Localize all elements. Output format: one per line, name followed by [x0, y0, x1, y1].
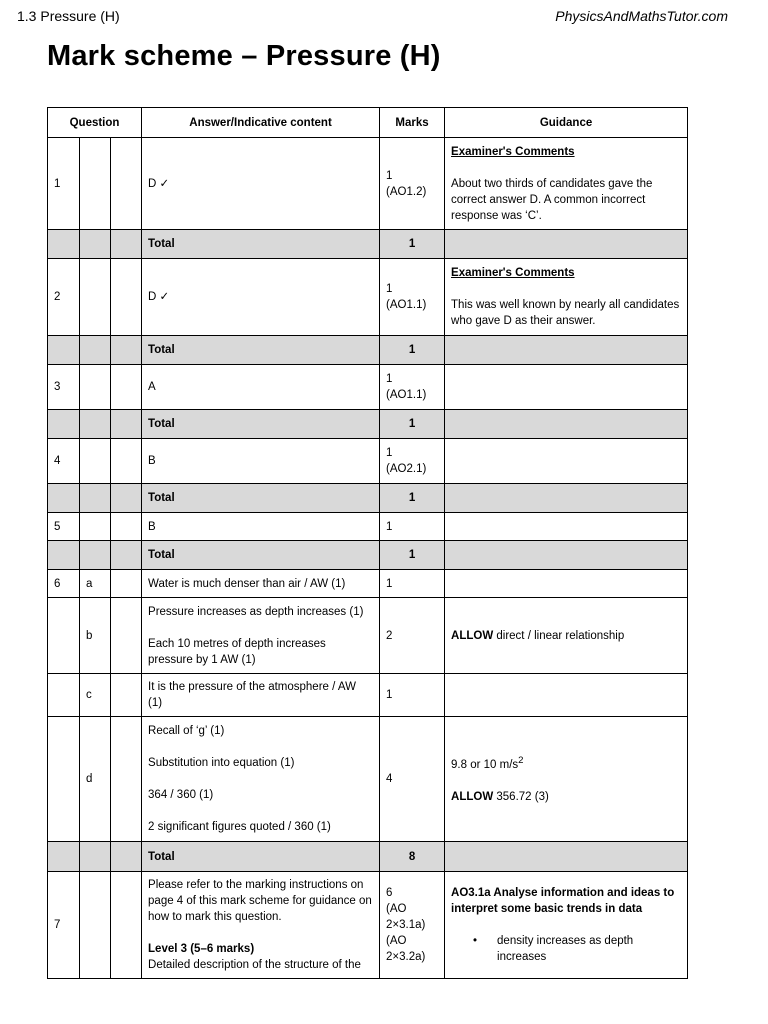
header-answer: Answer/Indicative content	[142, 108, 380, 138]
marks-cell: 6 (AO 2×3.1a) (AO 2×3.2a)	[380, 872, 445, 979]
answer-cell: D ✓	[142, 259, 380, 336]
guidance-cell	[445, 674, 688, 717]
marks-cell: 1	[380, 513, 445, 541]
answer-cell: A	[142, 365, 380, 410]
marks-cell: 1 (AO1.2)	[380, 138, 445, 230]
header-question: Question	[48, 108, 142, 138]
examiner-comments-text: This was well known by nearly all candidates who gave D as their answer.	[451, 299, 680, 327]
examiner-comments-heading: Examiner's Comments	[451, 267, 575, 279]
total-marks: 1	[380, 230, 445, 259]
total-row	[48, 842, 688, 872]
mark-scheme-table	[47, 107, 688, 979]
total-marks: 1	[380, 541, 445, 570]
question-part: b	[80, 598, 111, 674]
total-row	[48, 410, 688, 439]
page-header-topic: 1.3 Pressure (H)	[17, 8, 120, 24]
table-row	[48, 259, 688, 336]
total-label: Total	[142, 541, 380, 570]
question-number: 4	[48, 439, 80, 484]
marks-cell: 1 (AO1.1)	[380, 365, 445, 410]
total-row	[48, 336, 688, 365]
marks-cell: 2	[380, 598, 445, 674]
question-number: 6	[48, 570, 80, 598]
guidance-cell	[445, 513, 688, 541]
table-row	[48, 674, 688, 717]
table-row	[48, 717, 688, 842]
total-label: Total	[142, 410, 380, 439]
examiner-comments-text: About two thirds of candidates gave the correct answer D. A common incorrect response was ‘C’.	[451, 177, 653, 222]
bullet-item: • density increases as depth increases	[473, 935, 634, 963]
table-header-row	[48, 108, 688, 138]
marks-cell: 4	[380, 717, 445, 842]
guidance-cell	[445, 570, 688, 598]
table-row	[48, 138, 688, 230]
header-marks: Marks	[380, 108, 445, 138]
answer-cell: Recall of ‘g’ (1) Substitution into equation (1) 364 / 360 (1) 2 significant figures quoted / 360 (1)	[142, 717, 380, 842]
question-number: 7	[48, 872, 80, 979]
marks-cell: 1	[380, 674, 445, 717]
table-row	[48, 439, 688, 484]
question-number: 2	[48, 259, 80, 336]
marks-cell: 1	[380, 570, 445, 598]
guidance-heading: AO3.1a Analyse information and ideas to interpret some basic trends in data	[451, 887, 675, 915]
table-row	[48, 598, 688, 674]
guidance-cell	[445, 259, 688, 336]
total-row	[48, 484, 688, 513]
total-marks: 1	[380, 484, 445, 513]
question-number: 5	[48, 513, 80, 541]
table-row	[48, 365, 688, 410]
examiner-comments-heading: Examiner's Comments	[451, 145, 575, 158]
header-guidance: Guidance	[445, 108, 688, 138]
answer-cell: B	[142, 439, 380, 484]
total-label: Total	[142, 484, 380, 513]
total-marks: 1	[380, 336, 445, 365]
answer-cell: Pressure increases as depth increases (1) Each 10 metres of depth increases pressure by 1 AW (1)	[142, 598, 380, 674]
table-row	[48, 872, 688, 979]
question-part: d	[80, 717, 111, 842]
page-header-site: PhysicsAndMathsTutor.com	[555, 8, 728, 24]
answer-cell: Please refer to the marking instructions on page 4 of this mark scheme for guidance on how to mark this question. Level 3 (5–6 marks) Detailed description of the structure of the	[142, 872, 380, 979]
answer-cell: It is the pressure of the atmosphere / AW (1)	[142, 674, 380, 717]
guidance-cell	[445, 439, 688, 484]
total-marks: 1	[380, 410, 445, 439]
table-row	[48, 570, 688, 598]
question-part: a	[80, 570, 111, 598]
total-marks: 8	[380, 842, 445, 872]
question-number: 3	[48, 365, 80, 410]
marks-cell: 1 (AO2.1)	[380, 439, 445, 484]
level-heading: Level 3 (5–6 marks)	[148, 943, 255, 955]
total-label: Total	[142, 230, 380, 259]
guidance-cell: ALLOW direct / linear relationship	[445, 598, 688, 674]
question-number: 1	[48, 138, 80, 230]
total-label: Total	[142, 336, 380, 365]
total-row	[48, 541, 688, 570]
answer-cell: Water is much denser than air / AW (1)	[142, 570, 380, 598]
guidance-cell	[445, 138, 688, 230]
question-part: c	[80, 674, 111, 717]
bullet-icon: •	[473, 935, 478, 947]
guidance-cell	[445, 872, 688, 979]
answer-cell: D ✓	[142, 138, 380, 230]
page-title: Mark scheme – Pressure (H)	[47, 40, 441, 72]
total-label: Total	[142, 842, 380, 872]
total-row	[48, 230, 688, 259]
table-row	[48, 513, 688, 541]
guidance-cell	[445, 365, 688, 410]
guidance-cell: 9.8 or 10 $m/s^2$ ALLOW 356.72 (3)	[445, 717, 688, 842]
marks-cell: 1 (AO1.1)	[380, 259, 445, 336]
answer-cell: B	[142, 513, 380, 541]
